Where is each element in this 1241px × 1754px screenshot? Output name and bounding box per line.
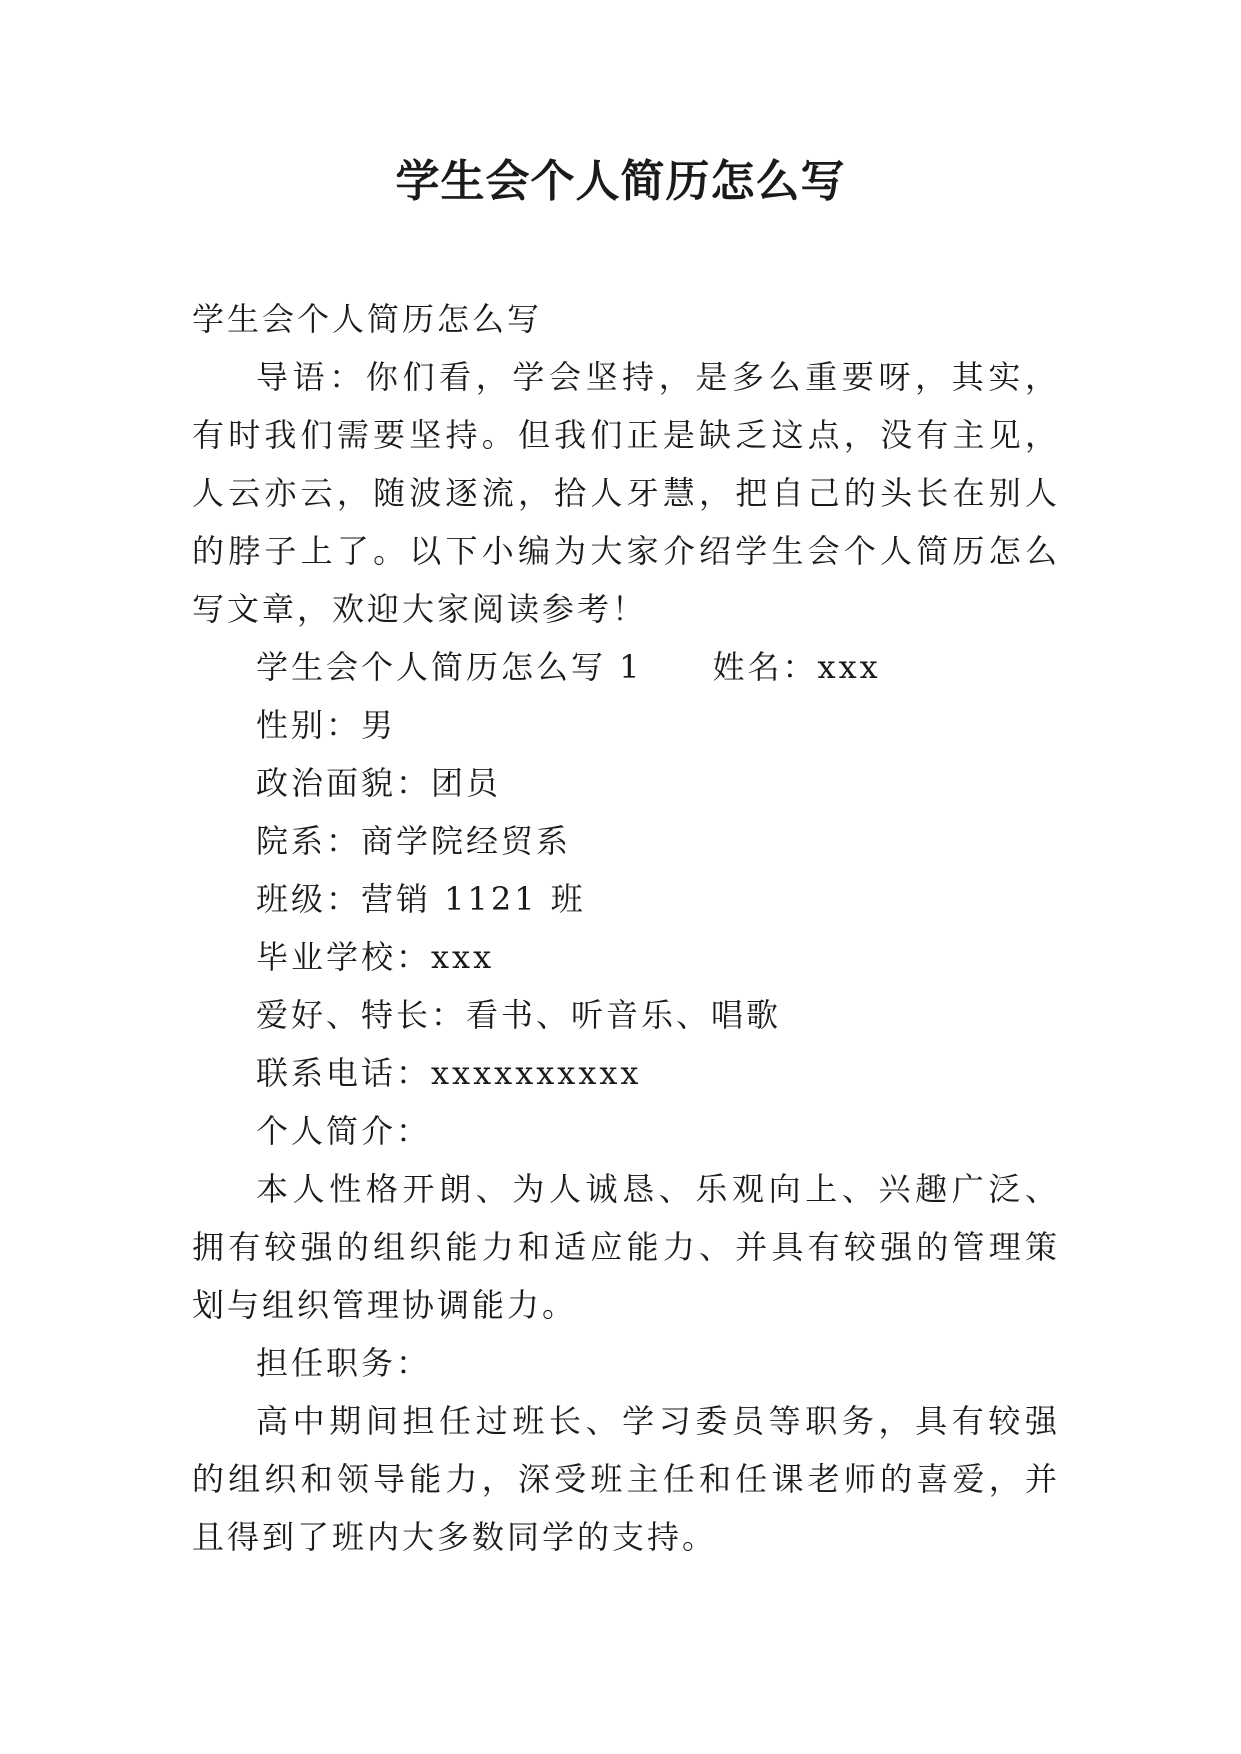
resume-heading-line: [192, 638, 1060, 696]
school-field: 毕业学校：xxx: [256, 938, 495, 976]
profile-heading: 个人简介：: [256, 1112, 432, 1150]
gender-field: 性别：男: [256, 706, 397, 744]
positions-paragraph: 高中期间担任过班长、学习委员等职务，具有较强的组织和领导能力，深受班主任和任课老师的喜爱，并且得到了班内大多数同学的支持。: [192, 1402, 1060, 1556]
phone-field: 联系电话：xxxxxxxxxx: [256, 1054, 642, 1092]
class-field: 班级：营销 1121 班: [256, 880, 586, 918]
name-field: 姓名：xxx: [712, 648, 881, 686]
document-body: [192, 290, 1060, 1566]
resume-heading: 学生会个人简历怎么写 1: [256, 648, 643, 686]
political-status-field: 政治面貌：团员: [256, 764, 502, 802]
intro-paragraph: 导语：你们看，学会坚持，是多么重要呀，其实，有时我们需要坚持。但我们正是缺乏这点，没有主见，人云亦云，随波逐流，拾人牙慧，把自己的头长在别人的脖子上了。以下小编为大家介绍学生会个人简历怎么写文章，欢迎大家阅读参考！: [192, 358, 1060, 628]
positions-heading: 担任职务：: [256, 1344, 432, 1382]
hobbies-field: 爱好、特长：看书、听音乐、唱歌: [256, 996, 782, 1034]
profile-paragraph: 本人性格开朗、为人诚恳、乐观向上、兴趣广泛、拥有较强的组织能力和适应能力、并具有较强的管理策划与组织管理协调能力。: [192, 1170, 1060, 1324]
subtitle-line: 学生会个人简历怎么写: [192, 300, 543, 338]
department-field: 院系：商学院经贸系: [256, 822, 572, 860]
document-title: 学生会个人简历怎么写: [395, 156, 846, 207]
